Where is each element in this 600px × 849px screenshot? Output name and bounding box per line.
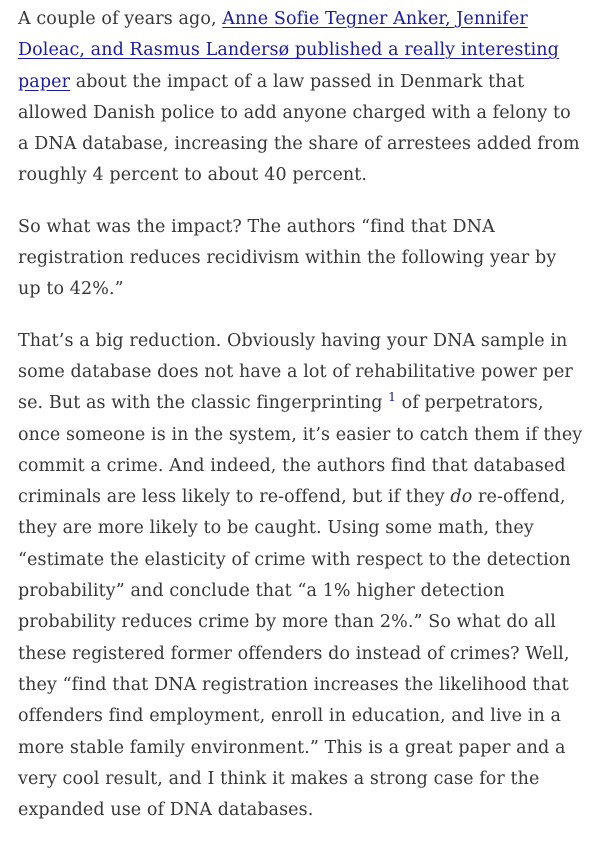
paragraph-3 [18, 326, 584, 827]
paragraph-3-part-3: re-offend, they are more likely to be caught. Using some math, they “estimate the elasticity of crime with respect to the detection probability” and conclude that “a 1% higher detection probability reduces crime by more than 2%.” So what do all these registered former offenders do instead of crimes? Well, they “find that DNA registration increases the likelihood that offenders find employment, enroll in education, and live in a more stable family environment.” This is a great paper and a very cool result, and I think it makes a strong case for the expanded use of DNA databases. [18, 487, 571, 821]
paragraph-1 [18, 4, 584, 192]
paragraph-2: So what was the impact? The authors “find that DNA registration reduces recidivism within the following year by up to 42%.” [18, 216, 557, 300]
paragraph-3-part-2: of perpetrators, once someone is in the system, it’s easier to catch them if they commit a crime. And indeed, the authors find that databased criminals are less likely to re-offend, but if they [18, 393, 583, 508]
paragraph-1-rest: about the impact of a law passed in Denmark that allowed Danish police to add anyone charged with a felony to a DNA database, increasing the share of arrestees added from roughly 4 percent to about 40 percent. [18, 71, 580, 186]
footnote-marker[interactable]: 1 [388, 390, 397, 405]
emphasis-do: do [450, 487, 473, 508]
paper-link[interactable]: Anne Sofie Tegner Anker, Jennifer Doleac, and Rasmus Landersø published a really interesting paper [18, 9, 559, 92]
paragraph-3-part-1: That’s a big reduction. Obviously having your DNA sample in some database does not have a lot of rehabilitative power per se. But as with the classic fingerprinting [18, 330, 573, 414]
paragraph-1-intro: A couple of years ago, [18, 9, 223, 29]
